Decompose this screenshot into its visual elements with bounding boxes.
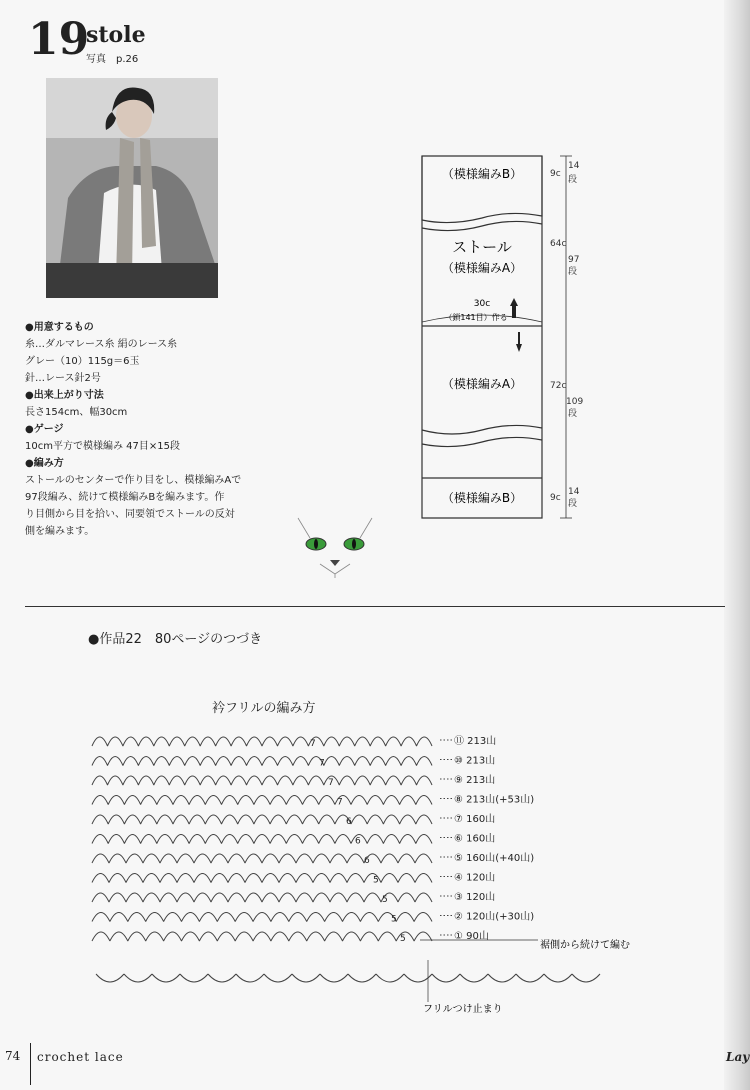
pattern-number: 19 [28,14,90,65]
dim-rows: 97 [568,255,580,265]
chart-row-label: ⑦ 160山 [454,814,496,825]
chart-row-label: ⑨ 213山 [454,775,496,786]
chart-inline-row-number: 7 [319,758,325,769]
materials-line: ストールのセンターで作り目をし、模様編みAで [25,475,242,486]
width-label: 30c [473,299,491,309]
materials-line: ●編み方 [25,458,64,469]
stop-note: フリルつけ止まり [423,1004,503,1015]
hem-note: 裾側から続けて編む [540,940,630,951]
chart-row-label: ③ 120山 [454,892,496,903]
materials-line: グレー（10）115g＝6玉 [25,356,140,367]
model-photo [46,78,218,298]
materials-line: 長さ154cm、幅30cm [25,407,128,418]
page-number: 74 [5,1049,21,1063]
materials-line: 針…レース針2号 [25,373,101,384]
dim-cm: 64c [550,239,567,249]
chart-row-label: ⑪ 213山 [454,736,497,747]
chart-inline-row-number: 6 [355,836,361,847]
pattern-title: stole [86,22,146,48]
chart-inline-row-number: 5 [382,895,388,905]
materials-line: 側を編みます。 [25,526,95,537]
dim-cm: 72c [550,381,567,391]
materials-line: ●出来上がり寸法 [25,390,104,401]
collar-frill-chart [88,720,648,1020]
dim-unit: 段 [568,175,578,185]
chart-row-arcs [92,835,432,844]
folio-divider [30,1043,31,1085]
chart-inline-row-number: 5 [373,875,379,886]
chart-inline-row-number: 7 [328,778,334,788]
stole-schematic [400,148,600,528]
chart-inline-row-number: 7 [337,797,343,808]
chart-inline-row-number: 5 [400,934,406,944]
materials-line: 97段編み、続けて模様編みBを編みます。作 [25,492,225,503]
chart-row-arcs [92,815,432,824]
materials-line: ●ゲージ [25,424,64,435]
chart-row-arcs [92,737,432,746]
chart-row-label: ⑩ 213山 [454,755,496,767]
chart-row-label: ④ 120山 [454,872,496,884]
chart-row-arcs [92,757,432,766]
dim-rows: 109 [566,397,584,407]
collar-chart-title: 衿フリルの編み方 [212,701,316,716]
chart-row-label: ⑧ 213山(+53山) [454,794,535,806]
materials-line: 糸…ダルマレース糸 絹のレース糸 [25,339,178,350]
pattern-a-upper-label: （模様編みA） [441,261,523,275]
chain-label: （鎖141目）作る [444,313,508,322]
dim-rows: 14 [568,161,580,171]
dim-unit: 段 [568,409,578,419]
section-top-b-label: （模様編みB） [441,167,523,181]
chart-inline-row-number: 6 [364,856,370,866]
page-edge-shadow [724,0,750,1090]
materials-list [25,319,285,540]
chart-inline-row-number: 6 [346,817,352,827]
dim-unit: 段 [568,499,578,509]
dim-unit: 段 [568,267,578,277]
next-page-label: Lay [726,1050,750,1064]
chart-row-arcs [92,854,432,863]
chart-row-arcs [92,874,432,883]
chart-inline-row-number: 5 [391,914,397,925]
stole-label: ストール [452,238,512,256]
arrow-up-icon [510,298,518,318]
chart-base-chain [96,974,600,982]
running-title: crochet lace [37,1050,124,1064]
materials-line: 10cm平方で模様編み 47目×15段 [25,441,180,452]
dim-cm: 9c [550,169,561,179]
photo-reference: 写真 p.26 [86,54,139,65]
chart-inline-row-number: 7 [310,739,316,749]
dim-rows: 14 [568,487,580,497]
chart-row-arcs [92,776,432,785]
continuation-heading: ●作品22 80ページのつづき [88,632,263,647]
chart-row-label: ① 90山 [454,931,489,942]
chart-row-label: ⑥ 160山 [454,833,496,845]
materials-line: り目側から目を拾い、同要領でストールの反対 [25,509,235,520]
chart-row-arcs [92,932,432,941]
arrow-down-icon [516,332,522,352]
chart-row-arcs [92,893,432,902]
chart-row-arcs [92,796,432,805]
cat-illustration [290,512,380,582]
section-divider [25,606,725,607]
chart-row-label: ⑤ 160山(+40山) [454,853,535,864]
chart-row-label: ② 120山(+30山) [454,911,535,923]
dim-cm: 9c [550,493,561,503]
section-bottom-b-label: （模様編みB） [441,491,523,505]
materials-line: ●用意するもの [25,322,94,333]
chart-row-arcs [92,913,432,922]
pattern-a-lower-label: （模様編みA） [441,377,523,391]
